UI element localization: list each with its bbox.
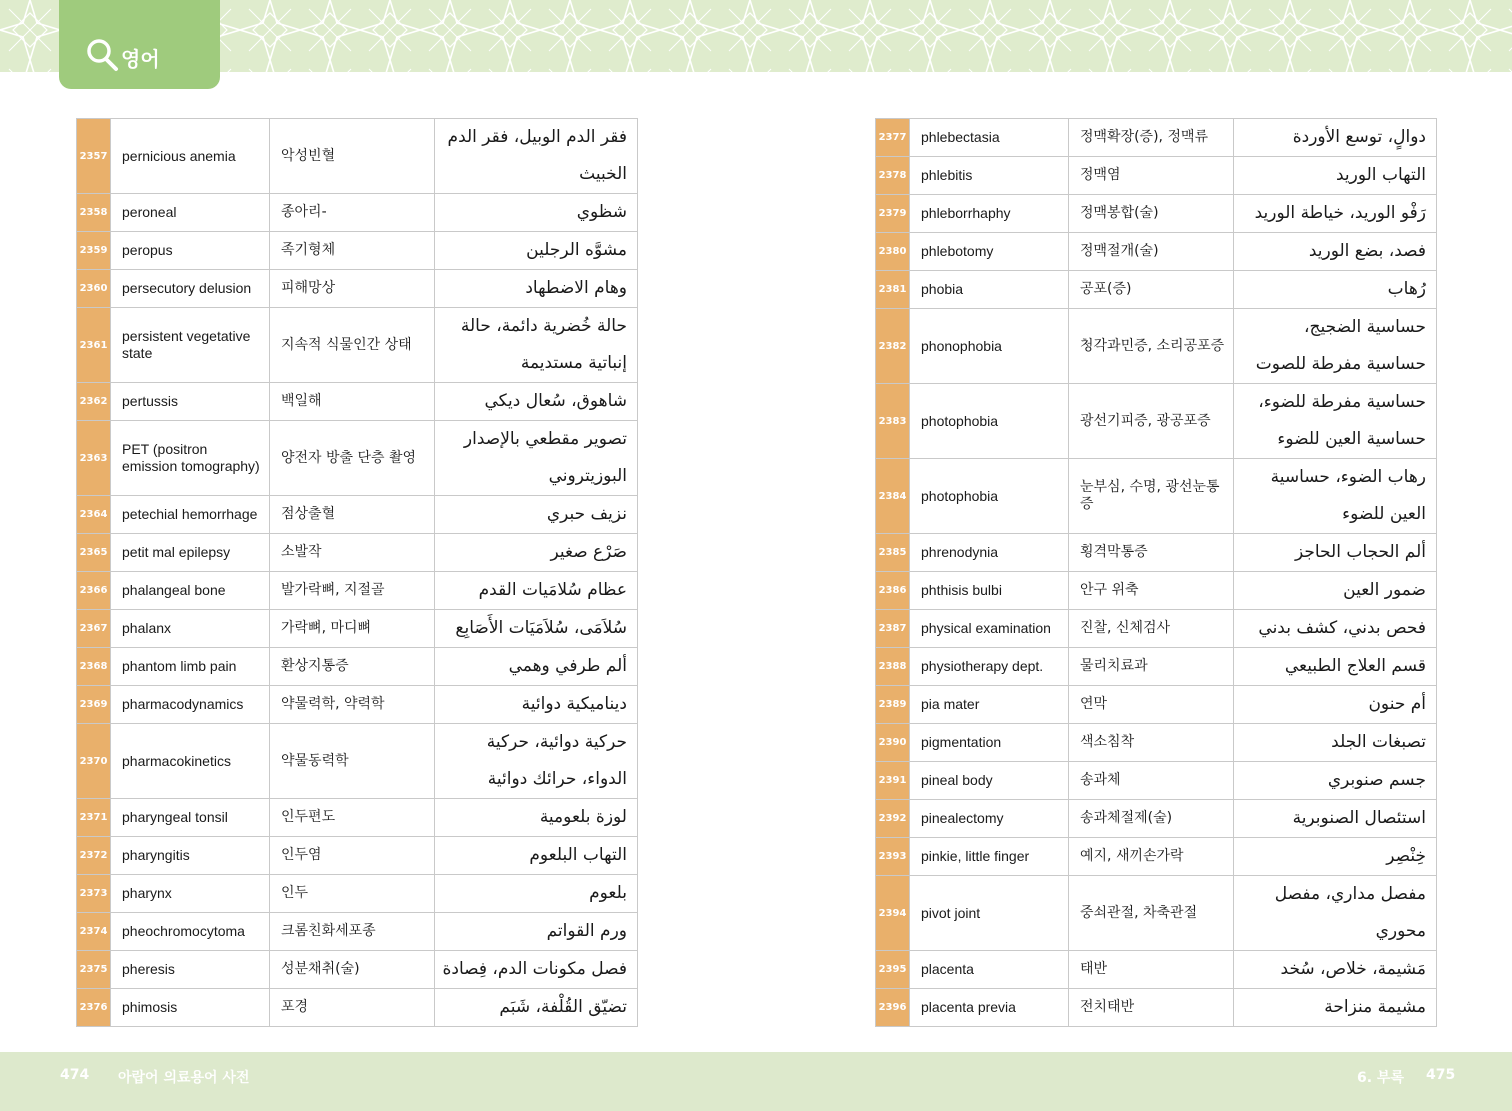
table-row: [876, 951, 1437, 989]
korean-term: 공포(증): [1069, 271, 1234, 309]
table-row: [77, 421, 638, 496]
arabic-term: مشيمة منزاحة: [1234, 989, 1437, 1027]
english-term: pernicious anemia: [111, 119, 270, 194]
entry-number: 2372: [77, 837, 111, 875]
korean-term: 전치태반: [1069, 989, 1234, 1027]
english-term: pertussis: [111, 383, 270, 421]
english-term: photophobia: [910, 384, 1069, 459]
arabic-term: ورم القواتم: [435, 913, 638, 951]
entry-number: 2382: [876, 309, 910, 384]
korean-term: 광선기피증, 광공포증: [1069, 384, 1234, 459]
korean-term: 정맥염: [1069, 157, 1234, 195]
table-row: [876, 648, 1437, 686]
arabic-term: فصد، بضع الوريد: [1234, 233, 1437, 271]
table-row: [77, 572, 638, 610]
arabic-term: وهام الاضطهاد: [435, 270, 638, 308]
arabic-term: ألم طرفي وهمي: [435, 648, 638, 686]
section-tab-label: 영어: [121, 47, 160, 71]
arabic-term: سُلاَمَى، سُلاَمَيَات الأَصَابِع: [435, 610, 638, 648]
entry-number: 2376: [77, 989, 111, 1027]
arabic-term: بلعوم: [435, 875, 638, 913]
table-row: [876, 534, 1437, 572]
english-term: pharyngeal tonsil: [111, 799, 270, 837]
entry-number: 2378: [876, 157, 910, 195]
table-row: [876, 989, 1437, 1027]
table-row: [876, 309, 1437, 384]
table-row: [876, 838, 1437, 876]
right-page-number: 475: [1426, 1067, 1456, 1083]
english-term: peroneal: [111, 194, 270, 232]
arabic-term: مفصل مداري، مفصل محوري: [1234, 876, 1437, 951]
english-term: pivot joint: [910, 876, 1069, 951]
english-term: pigmentation: [910, 724, 1069, 762]
arabic-term: مشوَّه الرجلين: [435, 232, 638, 270]
header-pattern: [0, 0, 1512, 72]
korean-term: 발가락뼈, 지절골: [270, 572, 435, 610]
table-row: [77, 799, 638, 837]
english-term: physical examination: [910, 610, 1069, 648]
table-row: [77, 383, 638, 421]
korean-term: 송과체절제(술): [1069, 800, 1234, 838]
korean-term: 색소침착: [1069, 724, 1234, 762]
english-term: placenta previa: [910, 989, 1069, 1027]
korean-term: 연막: [1069, 686, 1234, 724]
table-row: [77, 837, 638, 875]
entry-number: 2359: [77, 232, 111, 270]
table-row: [876, 876, 1437, 951]
entry-number: 2393: [876, 838, 910, 876]
table-row: [77, 308, 638, 383]
english-term: photophobia: [910, 459, 1069, 534]
korean-term: 지속적 식물인간 상태: [270, 308, 435, 383]
arabic-term: فصل مكونات الدم، فِصادة: [435, 951, 638, 989]
english-term: persecutory delusion: [111, 270, 270, 308]
arabic-term: صَرْع صغير: [435, 534, 638, 572]
table-row: [77, 270, 638, 308]
arabic-term: شظوي: [435, 194, 638, 232]
entry-number: 2367: [77, 610, 111, 648]
korean-term: 인두편도: [270, 799, 435, 837]
entry-number: 2379: [876, 195, 910, 233]
arabic-term: التهاب البلعوم: [435, 837, 638, 875]
english-term: pharyngitis: [111, 837, 270, 875]
english-term: pheochromocytoma: [111, 913, 270, 951]
arabic-term: ضمور العين: [1234, 572, 1437, 610]
arabic-term: استئصال الصنوبرية: [1234, 800, 1437, 838]
arabic-term: جسم صنوبري: [1234, 762, 1437, 800]
table-row: [876, 384, 1437, 459]
korean-term: 종아리-: [270, 194, 435, 232]
korean-term: 약물력학, 약력학: [270, 686, 435, 724]
left-dictionary-table: [76, 118, 638, 1027]
english-term: phlebitis: [910, 157, 1069, 195]
table-row: [876, 800, 1437, 838]
table-row: [876, 233, 1437, 271]
korean-term: 크롬친화세포종: [270, 913, 435, 951]
table-row: [77, 913, 638, 951]
english-term: physiotherapy dept.: [910, 648, 1069, 686]
arabic-term: ألم الحجاب الحاجز: [1234, 534, 1437, 572]
arabic-term: رَفْو الوريد، خياطة الوريد: [1234, 195, 1437, 233]
table-row: [876, 762, 1437, 800]
table-row: [876, 119, 1437, 157]
korean-term: 중쇠관절, 차축관절: [1069, 876, 1234, 951]
search-icon: [85, 36, 121, 72]
korean-term: 피해망상: [270, 270, 435, 308]
entry-number: 2386: [876, 572, 910, 610]
page-footer: [0, 1052, 1512, 1111]
entry-number: 2360: [77, 270, 111, 308]
left-page-number: 474: [60, 1067, 90, 1083]
arabic-term: لوزة بلعومية: [435, 799, 638, 837]
arabic-term: فقر الدم الوبيل، فقر الدم الخبيث: [435, 119, 638, 194]
table-row: [77, 724, 638, 799]
right-chapter-title: 6. 부록: [1357, 1070, 1404, 1086]
korean-term: 눈부심, 수명, 광선눈통증: [1069, 459, 1234, 534]
entry-number: 2377: [876, 119, 910, 157]
entry-number: 2374: [77, 913, 111, 951]
entry-number: 2361: [77, 308, 111, 383]
english-term: pinealectomy: [910, 800, 1069, 838]
table-row: [876, 686, 1437, 724]
entry-number: 2370: [77, 724, 111, 799]
arabic-term: شاهوق، سُعال ديكي: [435, 383, 638, 421]
korean-term: 안구 위축: [1069, 572, 1234, 610]
right-dictionary-table: [875, 118, 1437, 1027]
arabic-term: حركية دوائية، حركية الدواء، حرائك دوائية: [435, 724, 638, 799]
english-term: phlebotomy: [910, 233, 1069, 271]
entry-number: 2375: [77, 951, 111, 989]
arabic-term: ديناميكية دوائية: [435, 686, 638, 724]
arabic-term: مَشيمة، خلاص، سُخد: [1234, 951, 1437, 989]
entry-number: 2380: [876, 233, 910, 271]
korean-term: 물리치료과: [1069, 648, 1234, 686]
entry-number: 2381: [876, 271, 910, 309]
korean-term: 점상출혈: [270, 496, 435, 534]
entry-number: 2363: [77, 421, 111, 496]
korean-term: 가락뼈, 마디뼈: [270, 610, 435, 648]
korean-term: 소발작: [270, 534, 435, 572]
arabic-term: قسم العلاج الطبيعي: [1234, 648, 1437, 686]
entry-number: 2365: [77, 534, 111, 572]
table-row: [77, 610, 638, 648]
table-row: [77, 534, 638, 572]
entry-number: 2396: [876, 989, 910, 1027]
table-row: [77, 875, 638, 913]
table-row: [876, 610, 1437, 648]
arabic-term: حالة خُضرية دائمة، حالة إنباتية مستديمة: [435, 308, 638, 383]
korean-term: 양전자 방출 단층 촬영: [270, 421, 435, 496]
english-term: peropus: [111, 232, 270, 270]
korean-term: 약물동력학: [270, 724, 435, 799]
english-term: persistent vegetative state: [111, 308, 270, 383]
korean-term: 정맥봉합(술): [1069, 195, 1234, 233]
korean-term: 포경: [270, 989, 435, 1027]
entry-number: 2388: [876, 648, 910, 686]
entry-number: 2390: [876, 724, 910, 762]
arabic-term: التهاب الوريد: [1234, 157, 1437, 195]
english-term: phrenodynia: [910, 534, 1069, 572]
table-row: [77, 686, 638, 724]
table-row: [77, 194, 638, 232]
english-term: phantom limb pain: [111, 648, 270, 686]
entry-number: 2383: [876, 384, 910, 459]
korean-term: 예지, 새끼손가락: [1069, 838, 1234, 876]
table-row: [876, 724, 1437, 762]
english-term: pheresis: [111, 951, 270, 989]
korean-term: 진찰, 신체검사: [1069, 610, 1234, 648]
entry-number: 2368: [77, 648, 111, 686]
table-row: [77, 119, 638, 194]
english-term: phonophobia: [910, 309, 1069, 384]
entry-number: 2391: [876, 762, 910, 800]
english-term: placenta: [910, 951, 1069, 989]
korean-term: 백일해: [270, 383, 435, 421]
entry-number: 2364: [77, 496, 111, 534]
english-term: phobia: [910, 271, 1069, 309]
korean-term: 인두: [270, 875, 435, 913]
arabic-term: أم حنون: [1234, 686, 1437, 724]
entry-number: 2385: [876, 534, 910, 572]
entry-number: 2366: [77, 572, 111, 610]
entry-number: 2384: [876, 459, 910, 534]
korean-term: 환상지통증: [270, 648, 435, 686]
table-row: [77, 951, 638, 989]
english-term: petechial hemorrhage: [111, 496, 270, 534]
english-term: pinkie, little finger: [910, 838, 1069, 876]
table-row: [77, 989, 638, 1027]
korean-term: 족기형체: [270, 232, 435, 270]
arabic-term: رُهاب: [1234, 271, 1437, 309]
korean-term: 태반: [1069, 951, 1234, 989]
english-term: phleborrhaphy: [910, 195, 1069, 233]
arabic-term: تصبغات الجلد: [1234, 724, 1437, 762]
arabic-term: رهاب الضوء، حساسية العين للضوء: [1234, 459, 1437, 534]
korean-term: 성분채취(술): [270, 951, 435, 989]
left-book-title: 아랍어 의료용어 사전: [118, 1070, 250, 1086]
korean-term: 정맥절개(술): [1069, 233, 1234, 271]
arabic-term: فحص بدني، كشف بدني: [1234, 610, 1437, 648]
korean-term: 악성빈혈: [270, 119, 435, 194]
english-term: pineal body: [910, 762, 1069, 800]
entry-number: 2394: [876, 876, 910, 951]
arabic-term: دوالٍ، توسع الأوردة: [1234, 119, 1437, 157]
table-row: [876, 459, 1437, 534]
korean-term: 청각과민증, 소리공포증: [1069, 309, 1234, 384]
english-term: phalangeal bone: [111, 572, 270, 610]
arabic-term: عظام سُلامَيات القدم: [435, 572, 638, 610]
arabic-term: خِنْصِر: [1234, 838, 1437, 876]
english-term: pharmacokinetics: [111, 724, 270, 799]
entry-number: 2373: [77, 875, 111, 913]
arabic-term: نزيف حبري: [435, 496, 638, 534]
table-row: [876, 157, 1437, 195]
section-tab[interactable]: [59, 0, 220, 89]
entry-number: 2357: [77, 119, 111, 194]
korean-term: 정맥확장(증), 정맥류: [1069, 119, 1234, 157]
table-row: [876, 271, 1437, 309]
arabic-term: حساسية مفرطة للضوء، حساسية العين للضوء: [1234, 384, 1437, 459]
table-row: [77, 232, 638, 270]
english-term: petit mal epilepsy: [111, 534, 270, 572]
table-row: [876, 195, 1437, 233]
entry-number: 2392: [876, 800, 910, 838]
table-row: [77, 648, 638, 686]
entry-number: 2362: [77, 383, 111, 421]
entry-number: 2358: [77, 194, 111, 232]
entry-number: 2371: [77, 799, 111, 837]
entry-number: 2387: [876, 610, 910, 648]
korean-term: 송과체: [1069, 762, 1234, 800]
arabic-term: حساسية الضجيج، حساسية مفرطة للصوت: [1234, 309, 1437, 384]
arabic-term: تضيّق القُلْفة، شَبَم: [435, 989, 638, 1027]
english-term: PET (positron emission tomography): [111, 421, 270, 496]
table-row: [876, 572, 1437, 610]
korean-term: 인두염: [270, 837, 435, 875]
table-row: [77, 496, 638, 534]
entry-number: 2395: [876, 951, 910, 989]
english-term: phthisis bulbi: [910, 572, 1069, 610]
english-term: phalanx: [111, 610, 270, 648]
english-term: pharynx: [111, 875, 270, 913]
english-term: phlebectasia: [910, 119, 1069, 157]
english-term: phimosis: [111, 989, 270, 1027]
arabic-term: تصوير مقطعي بالإصدار البوزيتروني: [435, 421, 638, 496]
entry-number: 2369: [77, 686, 111, 724]
english-term: pia mater: [910, 686, 1069, 724]
korean-term: 횡격막통증: [1069, 534, 1234, 572]
english-term: pharmacodynamics: [111, 686, 270, 724]
entry-number: 2389: [876, 686, 910, 724]
